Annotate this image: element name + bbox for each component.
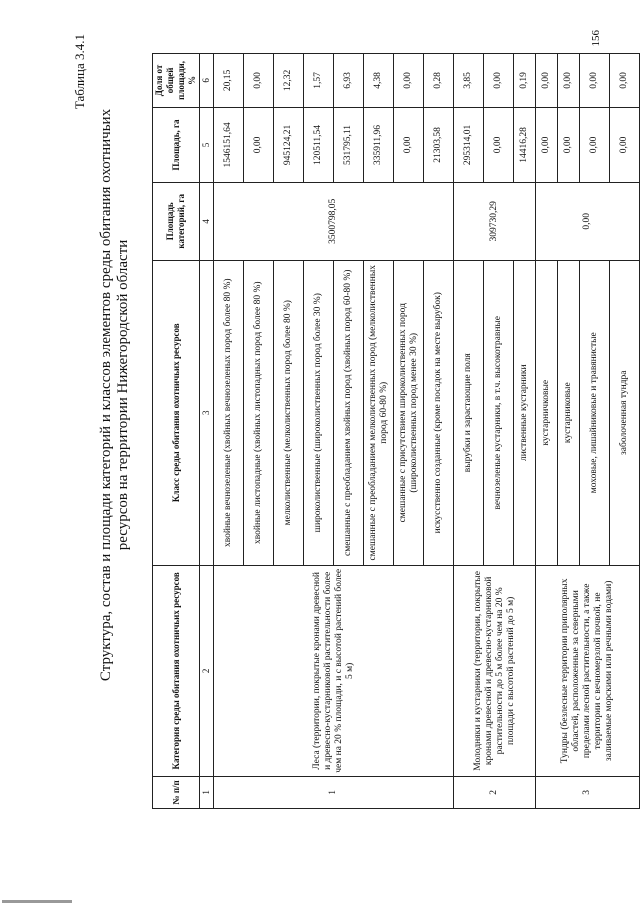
index-row <box>200 54 214 809</box>
class-name: кустарничковые <box>536 260 558 565</box>
scan-edge-mark <box>2 900 72 903</box>
header-num: № п/п <box>153 776 200 808</box>
class-share: 4,38 <box>364 54 394 108</box>
class-area: 335911,96 <box>364 107 394 182</box>
header-category: Категория среды обитания охотничьих ресурсов <box>153 565 200 776</box>
header-area: Площадь, га <box>153 107 200 182</box>
table-row <box>536 54 558 809</box>
class-name: смешанные с присутствием широколиственных пород (широколиственных пород менее 30 %) <box>394 260 424 565</box>
category-num: 3 <box>536 776 640 808</box>
class-area: 0,00 <box>536 107 558 182</box>
class-share: 12,32 <box>274 54 304 108</box>
category-num: 1 <box>214 776 454 808</box>
class-name: смешанные с преобладанием мелколиственных пород (мелколиственных пород 60-80 %) <box>364 260 394 565</box>
index-cell: 3 <box>200 260 214 565</box>
class-area: 0,00 <box>394 107 424 182</box>
class-share: 0,00 <box>580 54 610 108</box>
class-share: 1,57 <box>304 54 334 108</box>
class-share: 0,00 <box>394 54 424 108</box>
index-cell: 6 <box>200 54 214 108</box>
category-total-area: 309730,29 <box>454 183 536 260</box>
habitat-table <box>152 53 640 809</box>
class-share: 3,85 <box>454 54 484 108</box>
header-row <box>153 54 200 809</box>
class-share: 20,15 <box>214 54 244 108</box>
class-share: 0,28 <box>424 54 454 108</box>
class-name: лиственные кустарники <box>514 260 536 565</box>
class-area: 0,00 <box>610 107 640 182</box>
class-area: 945124,21 <box>274 107 304 182</box>
category-num: 2 <box>454 776 536 808</box>
table-title: Структура, состав и площади категорий и классов элементов среды обитания охотничьих ресурсов на территории Нижегородской области <box>98 108 131 682</box>
class-share: 0,00 <box>244 54 274 108</box>
class-area: 0,00 <box>484 107 514 182</box>
class-name: вырубки и зарастающие поля <box>454 260 484 565</box>
page-number: 156 <box>590 30 602 47</box>
class-area: 120511,54 <box>304 107 334 182</box>
index-cell: 1 <box>200 776 214 808</box>
category-total-area: 0,00 <box>536 183 640 260</box>
class-share: 0,19 <box>514 54 536 108</box>
class-share: 0,00 <box>558 54 580 108</box>
table-caption: Таблица 3.4.1 <box>72 34 87 110</box>
class-name: смешанные с преобладанием хвойных пород (хвойных пород 60-80 %) <box>334 260 364 565</box>
class-name: широколиственные (широколиственных пород более 30 %) <box>304 260 334 565</box>
category-name: Молодняки и кустарники (территории, покрытые кронами древесной и древесно-кустарниковой растительности до 5 м более чем на 20 % площади с высотой растений до 5 м) <box>454 565 536 776</box>
class-area: 14416,28 <box>514 107 536 182</box>
class-area: 0,00 <box>244 107 274 182</box>
class-name: кустарниковые <box>558 260 580 565</box>
header-share: Доля от общей площади, % <box>153 54 200 108</box>
header-class: Класс среды обитания охотничьих ресурсов <box>153 260 200 565</box>
class-name: моховые, лишайниковые и травянистые <box>580 260 610 565</box>
class-area: 1546151,64 <box>214 107 244 182</box>
table-row <box>454 54 484 809</box>
table-row <box>214 54 244 809</box>
class-share: 0,00 <box>484 54 514 108</box>
class-name: вечнозеленые кустарники, в т.ч. высокотравные <box>484 260 514 565</box>
class-area: 0,00 <box>580 107 610 182</box>
header-category-area: Площадь категорий, га <box>153 183 200 260</box>
class-name: хвойные листопадные (хвойных листопадных пород более 80 %) <box>244 260 274 565</box>
class-area: 531795,11 <box>334 107 364 182</box>
category-name: Леса (территории, покрытые кронами древесной и древесно-кустарниковой растительности более чем на 20 % площади, и с высотой растений более 5 м) <box>214 565 454 776</box>
class-share: 0,00 <box>536 54 558 108</box>
category-name: Тундры (безлесные территории приполярных областей, расположенные за северными пределами лесной растительности, а также территории с вечномерзлой почвой, не заливаемые морскими или речными водами) <box>536 565 640 776</box>
index-cell: 5 <box>200 107 214 182</box>
class-name: искусственно созданные (кроме посадок на месте вырубок) <box>424 260 454 565</box>
index-cell: 4 <box>200 183 214 260</box>
class-area: 21303,58 <box>424 107 454 182</box>
class-name: мелколиственные (мелколиственных пород более 80 %) <box>274 260 304 565</box>
class-area: 0,00 <box>558 107 580 182</box>
class-share: 6,93 <box>334 54 364 108</box>
class-share: 0,00 <box>610 54 640 108</box>
class-name: хвойные вечнозеленые (хвойных вечнозеленых пород более 80 %) <box>214 260 244 565</box>
category-total-area: 3500798,05 <box>214 183 454 260</box>
index-cell: 2 <box>200 565 214 776</box>
class-name: заболоченная тундра <box>610 260 640 565</box>
class-area: 295314,01 <box>454 107 484 182</box>
